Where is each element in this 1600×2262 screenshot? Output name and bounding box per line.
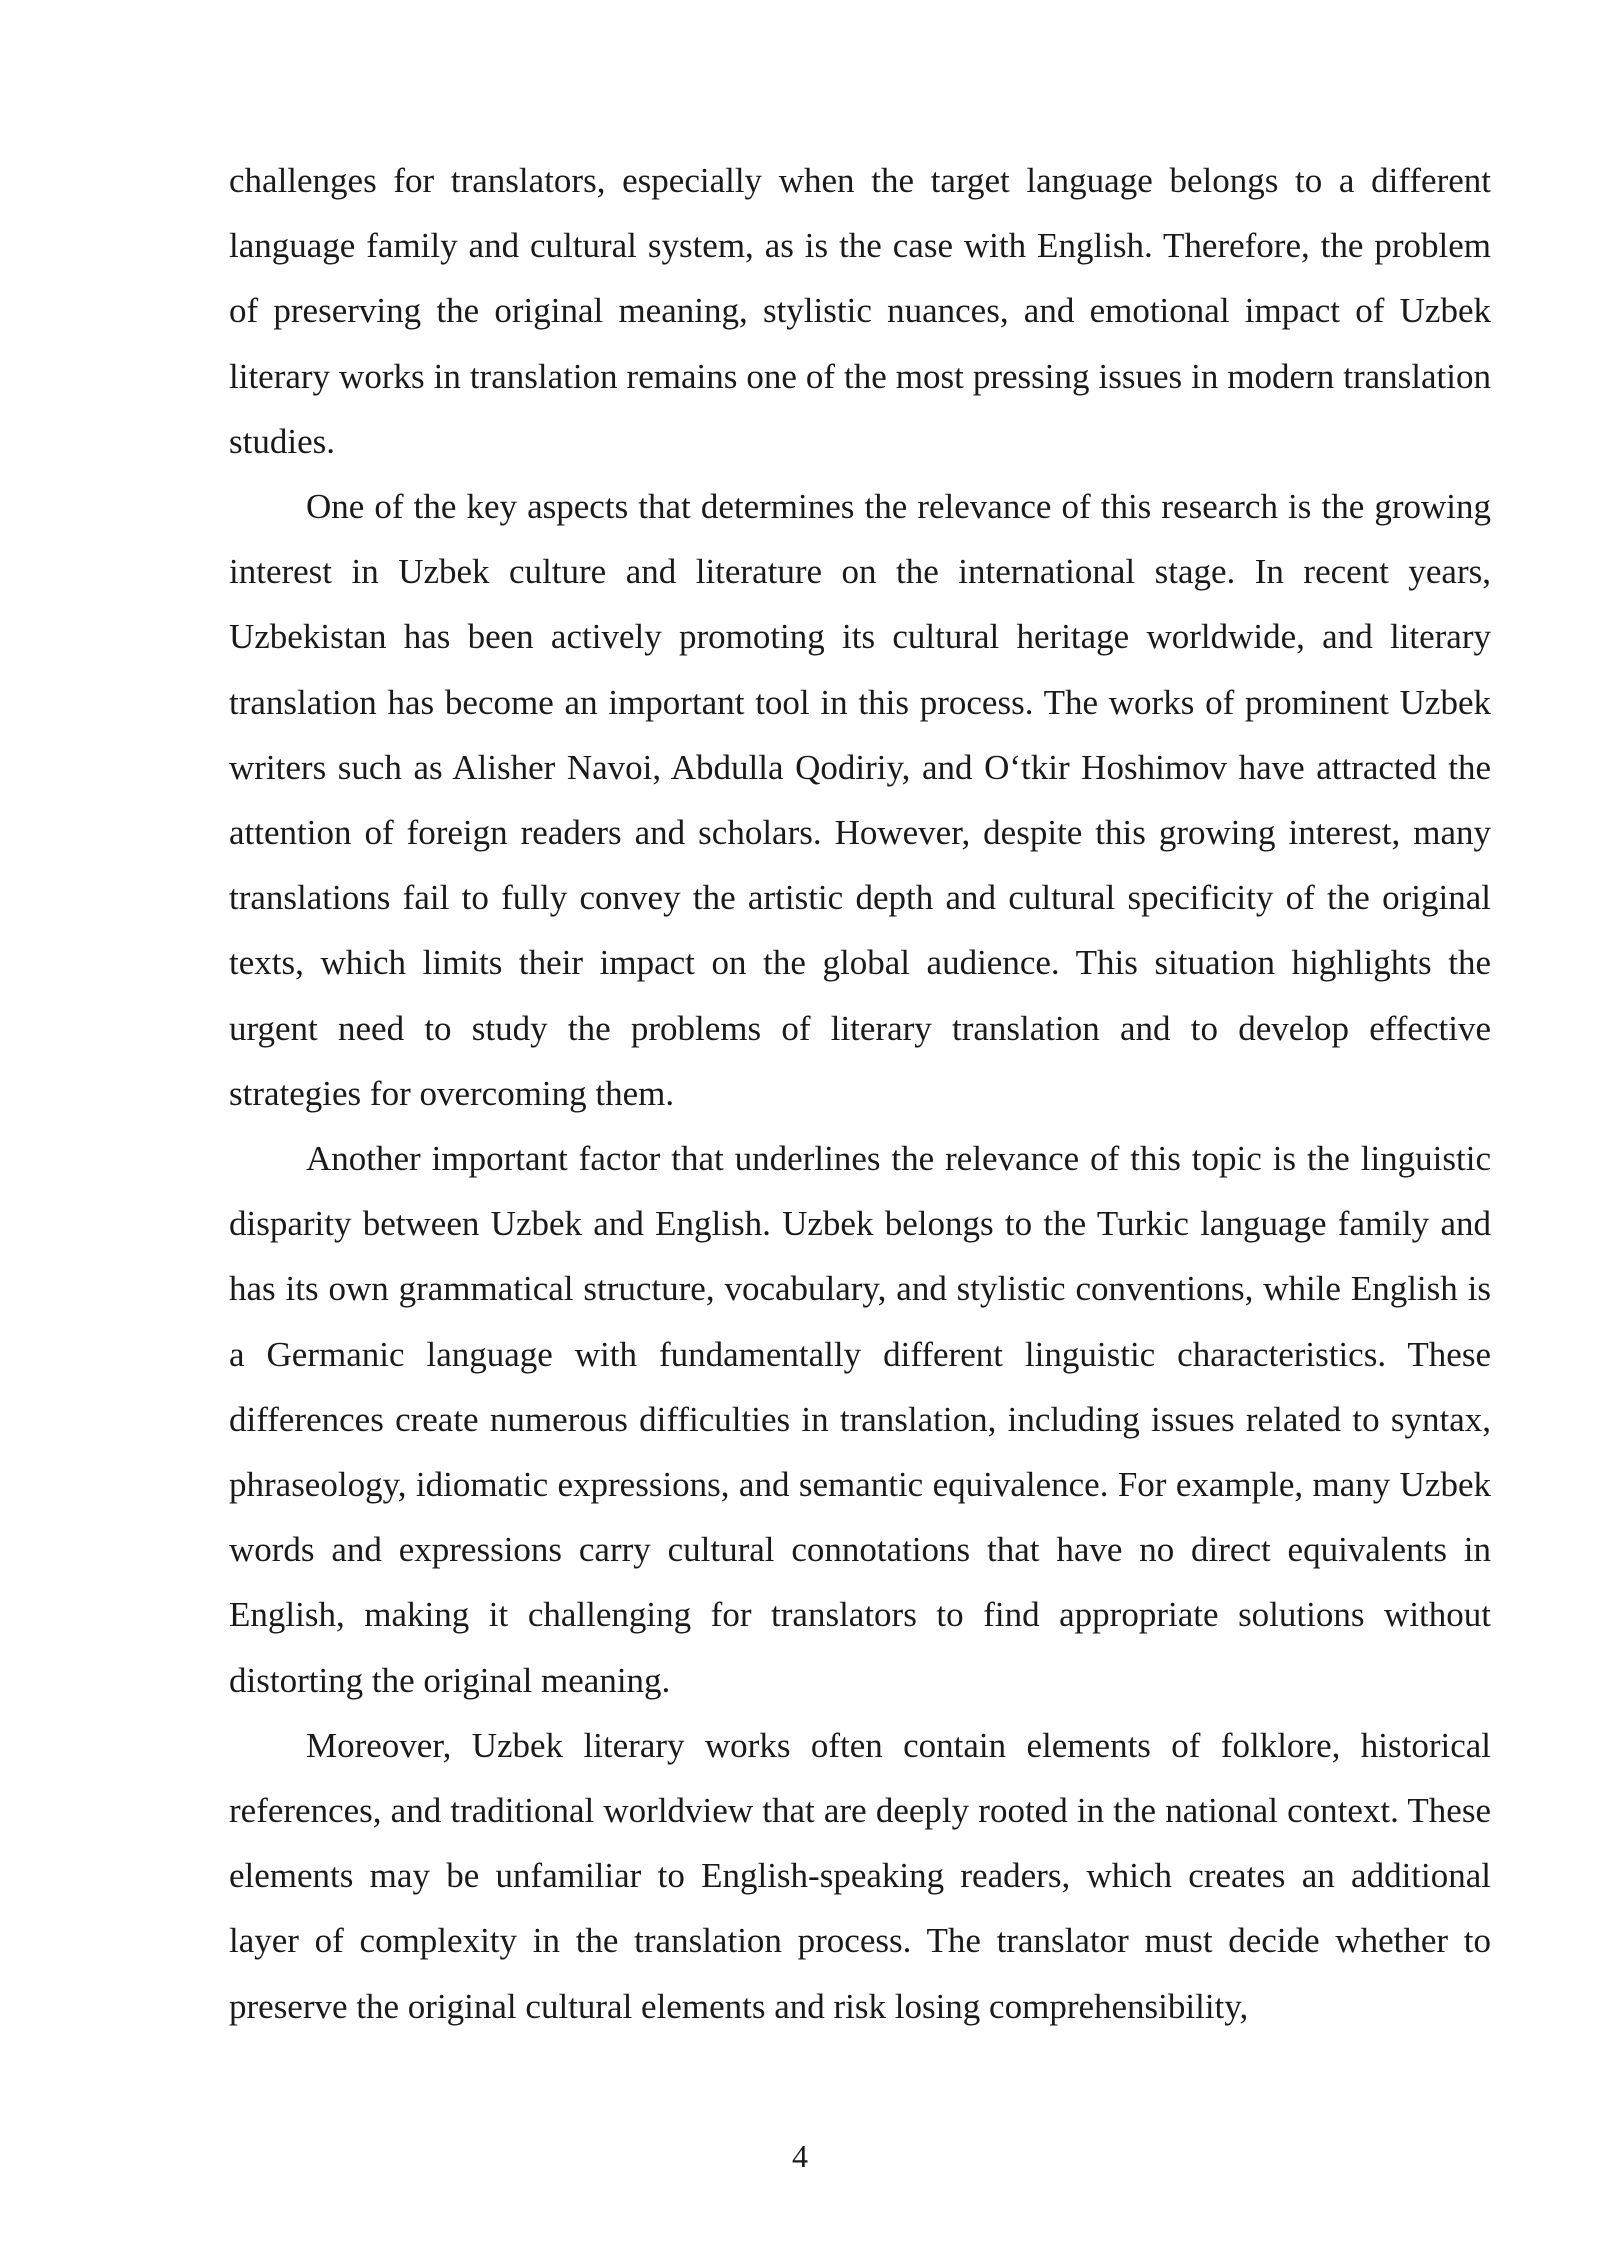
page-number: 4 (792, 2138, 808, 2174)
paragraph-linguistic-disparity: Another important factor that underlines the relevance of this topic is the linguistic disparity between Uzbek and English. Uzbek belongs to the Turkic language family and has its own grammatical structure, vocabulary, and stylistic conventions, while English is a Germanic language with fundamentally different linguistic characteristics. These differences create numerous difficulties in translation, including issues related to syntax, phraseology, idiomatic expressions, and semantic equivalence. For example, many Uzbek words and expressions carry cultural connotations that have no direct equivalents in English, making it challenging for translators to find appropriate solutions without distorting the original meaning. (229, 1139, 1491, 1700)
paragraph-continued: challenges for translators, especially when the target language belongs to a different language family and cultural system, as is the case with English. Therefore, the problem of preserving the original meaning, stylistic nuances, and emotional impact of Uzbek literary works in translation remains one of the most pressing issues in modern translation studies. (229, 161, 1491, 461)
paragraph-cultural-elements: Moreover, Uzbek literary works often contain elements of folklore, historical references, and traditional worldview that are deeply rooted in the national context. These elements may be unfamiliar to English-speaking readers, which creates an additional layer of complexity in the translation process. The translator must decide whether to preserve the original cultural elements and risk losing comprehensibility, (229, 1725, 1491, 2026)
body-text (229, 148, 1491, 2039)
paragraph-relevance-interest: One of the key aspects that determines the relevance of this research is the growing interest in Uzbek culture and literature on the international stage. In recent years, Uzbekistan has been actively promoting its cultural heritage worldwide, and literary translation has become an important tool in this process. The works of prominent Uzbek writers such as Alisher Navoi, Abdulla Qodiriy, and O‘tkir Hoshimov have attracted the attention of foreign readers and scholars. However, despite this growing interest, many translations fail to fully convey the artistic depth and cultural specificity of the original texts, which limits their impact on the global audience. This situation highlights the urgent need to study the problems of literary translation and to develop effective strategies for overcoming them. (229, 487, 1491, 1113)
